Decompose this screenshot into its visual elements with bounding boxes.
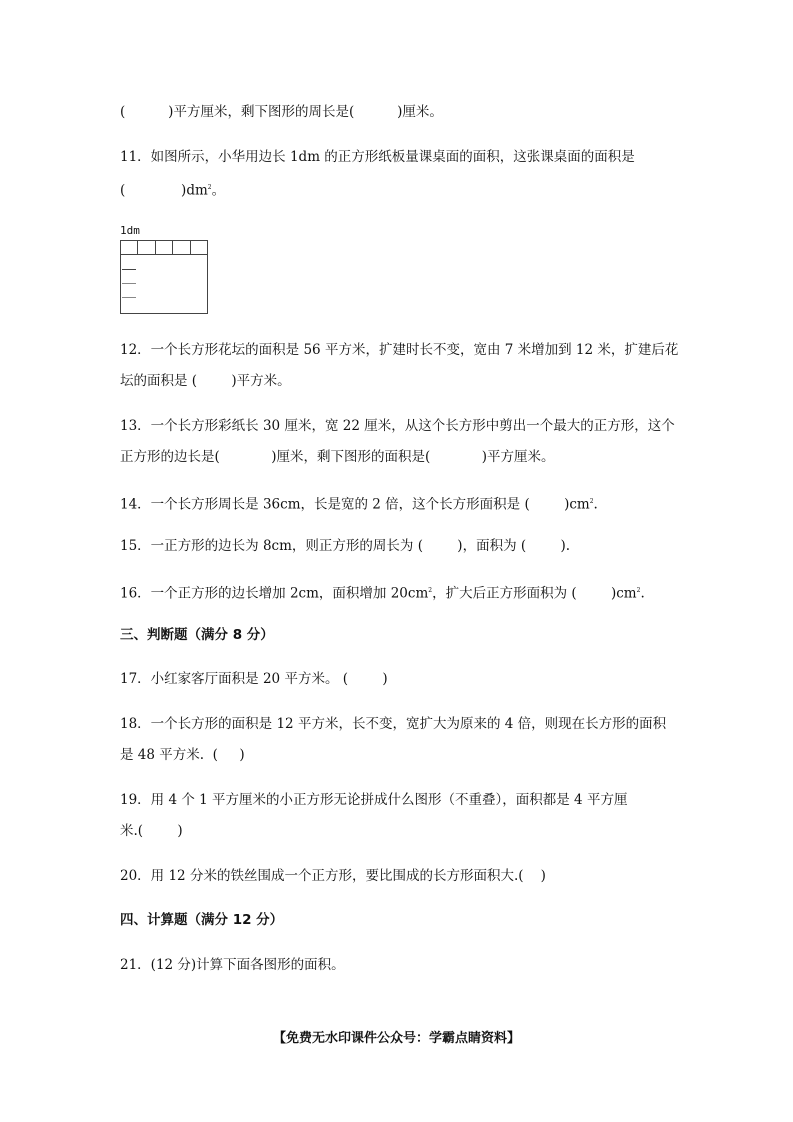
question-19-line-2: 米.( )	[120, 823, 183, 839]
question-11-line-2: ( )$dm^2$。	[120, 182, 226, 199]
unit-tick	[122, 283, 136, 284]
question-13-line-1: 13．一个长方形彩纸长 30 厘米，宽 22 厘米，从这个长方形中剪出一个最大的正方形，这个	[120, 418, 675, 434]
square-grid-figure	[120, 224, 210, 314]
question-18-line-1: 18．一个长方形的面积是 12 平方米，长不变，宽扩大为原来的 4 倍，则现在长方形的面积	[120, 716, 667, 732]
question-19-line-1: 19．用 4 个 1 平方厘米的小正方形无论拼成什么图形（不重叠），面积都是 4 平方厘	[120, 792, 628, 808]
question-20: 20．用 12 分米的铁丝围成一个正方形，要比围成的长方形面积大.( )	[120, 868, 546, 884]
question-15: 15．一正方形的边长为 8cm，则正方形的周长为 ( )，面积为 ( ).	[120, 538, 571, 554]
question-17: 17．小红家客厅面积是 20 平方米。 ( )	[120, 671, 388, 687]
unit-tick	[122, 297, 136, 298]
question-21: 21．(12 分)计算下面各图形的面积。	[120, 957, 345, 973]
unit-square	[173, 241, 190, 255]
question-12-line-1: 12．一个长方形花坛的面积是 56 平方米，扩建时长不变，宽由 7 米增加到 12 米，扩建后花	[120, 342, 679, 358]
footer-notice: 【免费无水印课件公众号：学霸点睛资料】	[272, 1031, 520, 1046]
question-16: 16．一个正方形的边长增加 2cm，面积增加 $20cm^2$，扩大后正方形面积为 ( )$cm^2$.	[120, 585, 645, 602]
question-11-line-1: 11．如图所示，小华用边长 1dm 的正方形纸板量课桌面的面积，这张课桌面的面积是	[120, 149, 635, 165]
desk-outline	[120, 254, 208, 314]
text-line-prev: ( )平方厘米，剩下图形的周长是( )厘米。	[120, 104, 443, 120]
unit-tick	[122, 269, 136, 270]
unit-square-row	[120, 240, 208, 255]
unit-square	[121, 241, 138, 255]
unit-square	[191, 241, 207, 255]
section-3-heading: 三、判断题（满分 8 分）	[120, 627, 274, 643]
question-14: 14．一个长方形周长是 36cm，长是宽的 2 倍，这个长方形面积是 ( )$cm^2$.	[120, 496, 598, 513]
section-4-heading: 四、计算题（满分 12 分）	[120, 912, 284, 928]
question-13-line-2: 正方形的边长是( )厘米，剩下图形的面积是( )平方厘米。	[120, 449, 555, 465]
figure-label: 1dm	[120, 224, 140, 237]
question-12-line-2: 坛的面积是 ( )平方米。	[120, 373, 291, 389]
unit-square	[138, 241, 155, 255]
question-18-line-2: 是 48 平方米. ( )	[120, 747, 245, 763]
unit-square	[156, 241, 173, 255]
